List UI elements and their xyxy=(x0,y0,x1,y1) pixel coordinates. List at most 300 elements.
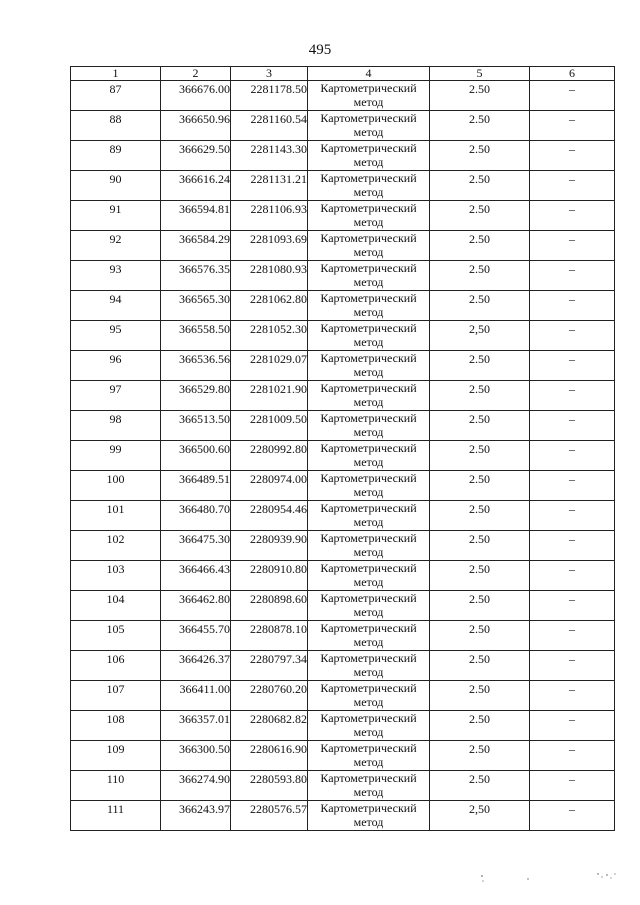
note-dash: – xyxy=(569,112,575,126)
y-coordinate-cell xyxy=(231,531,308,561)
table-row xyxy=(71,231,615,261)
method-line-2: метод xyxy=(353,815,384,829)
column-header: 4 xyxy=(308,67,430,81)
point-number: 111 xyxy=(106,802,125,816)
y-coordinate-cell xyxy=(231,621,308,651)
y-coordinate-cell xyxy=(231,201,308,231)
accuracy-cell xyxy=(430,201,530,231)
point-number: 91 xyxy=(109,202,122,216)
y-coordinate: 2281106.93 xyxy=(250,202,307,216)
method-cell xyxy=(308,111,430,141)
x-coordinate: 366462.80 xyxy=(179,592,230,606)
note-dash: – xyxy=(569,622,575,636)
x-coordinate-cell xyxy=(161,681,231,711)
accuracy-value: 2.50 xyxy=(469,742,490,756)
y-coordinate-cell xyxy=(231,261,308,291)
method-line-2: метод xyxy=(353,485,384,499)
method-line-1: Картометрический xyxy=(320,291,417,305)
x-coordinate-cell xyxy=(161,741,231,771)
y-coordinate-cell xyxy=(231,561,308,591)
x-coordinate-cell xyxy=(161,441,231,471)
method-line-1: Картометрический xyxy=(320,771,417,785)
x-coordinate: 366584.29 xyxy=(179,232,230,246)
y-coordinate-cell xyxy=(231,81,308,111)
accuracy-cell xyxy=(430,351,530,381)
accuracy-cell xyxy=(430,291,530,321)
point-number-cell xyxy=(71,531,161,561)
y-coordinate: 2280682.82 xyxy=(250,712,307,726)
y-coordinate-cell xyxy=(231,591,308,621)
x-coordinate-cell xyxy=(161,651,231,681)
accuracy-value: 2.50 xyxy=(469,442,490,456)
y-coordinate-cell xyxy=(231,231,308,261)
accuracy-value: 2,50 xyxy=(469,322,490,336)
accuracy-cell xyxy=(430,441,530,471)
method-line-1: Картометрический xyxy=(320,531,417,545)
accuracy-cell xyxy=(430,111,530,141)
table-row xyxy=(71,471,615,501)
method-cell xyxy=(308,681,430,711)
y-coordinate-cell xyxy=(231,501,308,531)
method-cell xyxy=(308,741,430,771)
note-cell xyxy=(530,411,615,441)
note-cell xyxy=(530,591,615,621)
point-number-cell xyxy=(71,171,161,201)
table-row xyxy=(71,321,615,351)
point-number-cell xyxy=(71,741,161,771)
method-line-1: Картометрический xyxy=(320,201,417,215)
x-coordinate-cell xyxy=(161,771,231,801)
note-dash: – xyxy=(569,532,575,546)
x-coordinate: 366357.01 xyxy=(179,712,230,726)
table-row xyxy=(71,141,615,171)
accuracy-value: 2.50 xyxy=(469,202,490,216)
x-coordinate: 366513.50 xyxy=(179,412,230,426)
table-row xyxy=(71,171,615,201)
x-coordinate-cell xyxy=(161,471,231,501)
note-cell xyxy=(530,231,615,261)
point-number-cell xyxy=(71,201,161,231)
point-number: 102 xyxy=(106,532,125,546)
method-line-2: метод xyxy=(353,125,384,139)
note-dash: – xyxy=(569,592,575,606)
accuracy-value: 2.50 xyxy=(469,622,490,636)
method-cell xyxy=(308,501,430,531)
scan-specks xyxy=(470,868,620,888)
x-coordinate: 366529.80 xyxy=(179,382,230,396)
x-coordinate-cell xyxy=(161,381,231,411)
note-dash: – xyxy=(569,172,575,186)
table-row xyxy=(71,711,615,741)
y-coordinate: 2281093.69 xyxy=(250,232,307,246)
y-coordinate: 2280593.80 xyxy=(250,772,307,786)
method-line-1: Картометрический xyxy=(320,141,417,155)
y-coordinate: 2281131.21 xyxy=(250,172,307,186)
y-coordinate-cell xyxy=(231,471,308,501)
point-number-cell xyxy=(71,81,161,111)
x-coordinate: 366576.35 xyxy=(179,262,230,276)
x-coordinate: 366243.97 xyxy=(179,802,230,816)
y-coordinate: 2281021.90 xyxy=(250,382,307,396)
method-line-2: метод xyxy=(353,545,384,559)
method-line-1: Картометрический xyxy=(320,801,417,815)
table-row xyxy=(71,201,615,231)
y-coordinate: 2281178.50 xyxy=(250,82,307,96)
point-number: 107 xyxy=(106,682,125,696)
x-coordinate: 366565.30 xyxy=(179,292,230,306)
accuracy-value: 2.50 xyxy=(469,112,490,126)
y-coordinate: 2280898.60 xyxy=(250,592,307,606)
y-coordinate-cell xyxy=(231,351,308,381)
y-coordinate-cell xyxy=(231,141,308,171)
x-coordinate-cell xyxy=(161,621,231,651)
table-header-row xyxy=(71,67,615,81)
accuracy-cell xyxy=(430,231,530,261)
method-line-2: метод xyxy=(353,665,384,679)
accuracy-value: 2.50 xyxy=(469,82,490,96)
x-coordinate-cell xyxy=(161,291,231,321)
point-number-cell xyxy=(71,801,161,831)
accuracy-value: 2.50 xyxy=(469,412,490,426)
method-cell xyxy=(308,351,430,381)
note-cell xyxy=(530,141,615,171)
x-coordinate: 366500.60 xyxy=(179,442,230,456)
x-coordinate: 366475.30 xyxy=(179,532,230,546)
accuracy-cell xyxy=(430,651,530,681)
note-cell xyxy=(530,561,615,591)
method-cell xyxy=(308,651,430,681)
point-number: 99 xyxy=(109,442,122,456)
point-number-cell xyxy=(71,381,161,411)
coordinates-table xyxy=(70,66,615,831)
note-cell xyxy=(530,711,615,741)
x-coordinate: 366536.56 xyxy=(179,352,230,366)
x-coordinate: 366489.51 xyxy=(179,472,230,486)
method-line-2: метод xyxy=(353,695,384,709)
y-coordinate-cell xyxy=(231,291,308,321)
method-line-2: метод xyxy=(353,365,384,379)
method-line-2: метод xyxy=(353,215,384,229)
method-cell xyxy=(308,411,430,441)
method-line-2: метод xyxy=(353,725,384,739)
accuracy-cell xyxy=(430,621,530,651)
point-number-cell xyxy=(71,591,161,621)
method-line-1: Картометрический xyxy=(320,561,417,575)
method-line-2: метод xyxy=(353,335,384,349)
point-number-cell xyxy=(71,111,161,141)
table-row xyxy=(71,591,615,621)
accuracy-cell xyxy=(430,501,530,531)
point-number-cell xyxy=(71,411,161,441)
method-line-1: Картометрический xyxy=(320,681,417,695)
note-cell xyxy=(530,351,615,381)
accuracy-value: 2.50 xyxy=(469,682,490,696)
accuracy-value: 2.50 xyxy=(469,292,490,306)
point-number: 96 xyxy=(109,352,122,366)
column-header: 2 xyxy=(161,67,231,81)
y-coordinate-cell xyxy=(231,171,308,201)
accuracy-cell xyxy=(430,381,530,411)
method-cell xyxy=(308,321,430,351)
point-number-cell xyxy=(71,621,161,651)
y-coordinate: 2280760.20 xyxy=(250,682,307,696)
point-number-cell xyxy=(71,231,161,261)
y-coordinate: 2280576.57 xyxy=(250,802,307,816)
point-number-cell xyxy=(71,771,161,801)
method-line-1: Картометрический xyxy=(320,741,417,755)
accuracy-cell xyxy=(430,681,530,711)
note-cell xyxy=(530,81,615,111)
note-cell xyxy=(530,621,615,651)
point-number-cell xyxy=(71,711,161,741)
note-dash: – xyxy=(569,292,575,306)
method-line-1: Картометрический xyxy=(320,651,417,665)
x-coordinate-cell xyxy=(161,141,231,171)
y-coordinate: 2281052.30 xyxy=(250,322,307,336)
table-row xyxy=(71,291,615,321)
method-line-1: Картометрический xyxy=(320,411,417,425)
point-number: 106 xyxy=(106,652,125,666)
note-cell xyxy=(530,801,615,831)
method-cell xyxy=(308,531,430,561)
accuracy-cell xyxy=(430,531,530,561)
note-cell xyxy=(530,321,615,351)
y-coordinate-cell xyxy=(231,321,308,351)
note-cell xyxy=(530,261,615,291)
method-line-2: метод xyxy=(353,455,384,469)
x-coordinate: 366650.96 xyxy=(179,112,230,126)
table-row xyxy=(71,381,615,411)
method-line-1: Картометрический xyxy=(320,591,417,605)
accuracy-cell xyxy=(430,321,530,351)
note-dash: – xyxy=(569,142,575,156)
y-coordinate: 2280954.46 xyxy=(250,502,307,516)
table-row xyxy=(71,111,615,141)
x-coordinate-cell xyxy=(161,711,231,741)
accuracy-value: 2.50 xyxy=(469,652,490,666)
point-number: 92 xyxy=(109,232,122,246)
table-row xyxy=(71,621,615,651)
y-coordinate-cell xyxy=(231,651,308,681)
x-coordinate: 366676.00 xyxy=(179,82,230,96)
point-number: 108 xyxy=(106,712,125,726)
note-dash: – xyxy=(569,472,575,486)
point-number-cell xyxy=(71,261,161,291)
note-cell xyxy=(530,171,615,201)
point-number-cell xyxy=(71,501,161,531)
y-coordinate: 2281062.80 xyxy=(250,292,307,306)
note-dash: – xyxy=(569,202,575,216)
accuracy-cell xyxy=(430,261,530,291)
method-cell xyxy=(308,591,430,621)
method-cell xyxy=(308,471,430,501)
y-coordinate-cell xyxy=(231,111,308,141)
accuracy-value: 2.50 xyxy=(469,562,490,576)
table-row xyxy=(71,651,615,681)
note-dash: – xyxy=(569,562,575,576)
y-coordinate-cell xyxy=(231,381,308,411)
method-line-2: метод xyxy=(353,395,384,409)
method-line-1: Картометрический xyxy=(320,441,417,455)
y-coordinate-cell xyxy=(231,801,308,831)
point-number-cell xyxy=(71,561,161,591)
accuracy-value: 2.50 xyxy=(469,532,490,546)
y-coordinate: 2280939.90 xyxy=(250,532,307,546)
x-coordinate-cell xyxy=(161,261,231,291)
point-number: 97 xyxy=(109,382,122,396)
accuracy-cell xyxy=(430,471,530,501)
x-coordinate-cell xyxy=(161,231,231,261)
table-row xyxy=(71,411,615,441)
note-dash: – xyxy=(569,772,575,786)
method-line-2: метод xyxy=(353,275,384,289)
method-line-2: метод xyxy=(353,245,384,259)
method-cell xyxy=(308,231,430,261)
y-coordinate: 2280992.80 xyxy=(250,442,307,456)
method-line-1: Картометрический xyxy=(320,231,417,245)
note-cell xyxy=(530,531,615,561)
accuracy-value: 2.50 xyxy=(469,352,490,366)
x-coordinate-cell xyxy=(161,561,231,591)
table-row xyxy=(71,561,615,591)
accuracy-cell xyxy=(430,771,530,801)
accuracy-cell xyxy=(430,711,530,741)
method-line-2: метод xyxy=(353,155,384,169)
table-row xyxy=(71,741,615,771)
accuracy-value: 2.50 xyxy=(469,712,490,726)
method-cell xyxy=(308,171,430,201)
point-number-cell xyxy=(71,681,161,711)
table-row xyxy=(71,801,615,831)
note-cell xyxy=(530,471,615,501)
table-row xyxy=(71,531,615,561)
note-cell xyxy=(530,681,615,711)
method-line-2: метод xyxy=(353,515,384,529)
method-line-1: Картометрический xyxy=(320,471,417,485)
column-header: 1 xyxy=(71,67,161,81)
note-dash: – xyxy=(569,82,575,96)
method-line-2: метод xyxy=(353,785,384,799)
x-coordinate: 366466.43 xyxy=(179,562,230,576)
method-line-2: метод xyxy=(353,755,384,769)
method-cell xyxy=(308,261,430,291)
note-cell xyxy=(530,441,615,471)
point-number: 95 xyxy=(109,322,122,336)
column-header: 5 xyxy=(430,67,530,81)
point-number: 110 xyxy=(106,772,125,786)
point-number: 105 xyxy=(106,622,125,636)
method-cell xyxy=(308,201,430,231)
x-coordinate: 366455.70 xyxy=(179,622,230,636)
y-coordinate-cell xyxy=(231,741,308,771)
x-coordinate-cell xyxy=(161,411,231,441)
table-row xyxy=(71,81,615,111)
method-line-1: Картометрический xyxy=(320,621,417,635)
x-coordinate: 366411.00 xyxy=(179,682,230,696)
x-coordinate: 366629.50 xyxy=(179,142,230,156)
method-line-1: Картометрический xyxy=(320,321,417,335)
note-dash: – xyxy=(569,802,575,816)
table-row xyxy=(71,771,615,801)
accuracy-cell xyxy=(430,411,530,441)
y-coordinate: 2280878.10 xyxy=(250,622,307,636)
point-number: 98 xyxy=(109,412,122,426)
y-coordinate-cell xyxy=(231,411,308,441)
accuracy-value: 2.50 xyxy=(469,472,490,486)
point-number-cell xyxy=(71,351,161,381)
note-cell xyxy=(530,111,615,141)
table-row xyxy=(71,351,615,381)
accuracy-cell xyxy=(430,141,530,171)
method-line-2: метод xyxy=(353,605,384,619)
note-cell xyxy=(530,291,615,321)
accuracy-value: 2.50 xyxy=(469,382,490,396)
point-number-cell xyxy=(71,471,161,501)
note-cell xyxy=(530,381,615,411)
accuracy-value: 2.50 xyxy=(469,772,490,786)
x-coordinate-cell xyxy=(161,81,231,111)
note-cell xyxy=(530,201,615,231)
x-coordinate: 366274.90 xyxy=(179,772,230,786)
x-coordinate-cell xyxy=(161,531,231,561)
accuracy-cell xyxy=(430,561,530,591)
note-cell xyxy=(530,651,615,681)
x-coordinate: 366300.50 xyxy=(179,742,230,756)
method-cell xyxy=(308,621,430,651)
x-coordinate-cell xyxy=(161,351,231,381)
accuracy-cell xyxy=(430,171,530,201)
note-dash: – xyxy=(569,232,575,246)
x-coordinate-cell xyxy=(161,801,231,831)
method-line-1: Картометрический xyxy=(320,711,417,725)
method-cell xyxy=(308,141,430,171)
accuracy-cell xyxy=(430,741,530,771)
accuracy-value: 2.50 xyxy=(469,262,490,276)
y-coordinate-cell xyxy=(231,711,308,741)
accuracy-cell xyxy=(430,801,530,831)
note-cell xyxy=(530,771,615,801)
note-cell xyxy=(530,501,615,531)
point-number: 89 xyxy=(109,142,122,156)
note-cell xyxy=(530,741,615,771)
point-number: 104 xyxy=(106,592,125,606)
method-line-2: метод xyxy=(353,635,384,649)
method-cell xyxy=(308,381,430,411)
point-number-cell xyxy=(71,321,161,351)
y-coordinate-cell xyxy=(231,771,308,801)
note-dash: – xyxy=(569,322,575,336)
point-number: 109 xyxy=(106,742,125,756)
method-cell xyxy=(308,711,430,741)
point-number-cell xyxy=(71,441,161,471)
method-cell xyxy=(308,561,430,591)
note-dash: – xyxy=(569,442,575,456)
x-coordinate-cell xyxy=(161,591,231,621)
note-dash: – xyxy=(569,502,575,516)
y-coordinate: 2280974.00 xyxy=(250,472,307,486)
method-line-1: Картометрический xyxy=(320,81,417,95)
y-coordinate: 2281029.07 xyxy=(250,352,307,366)
y-coordinate: 2280910.80 xyxy=(250,562,307,576)
method-cell xyxy=(308,801,430,831)
page-number: 495 xyxy=(308,42,332,58)
column-header: 3 xyxy=(231,67,308,81)
column-header: 6 xyxy=(530,67,615,81)
method-line-1: Картометрический xyxy=(320,111,417,125)
method-cell xyxy=(308,771,430,801)
x-coordinate: 366616.24 xyxy=(179,172,230,186)
method-cell xyxy=(308,291,430,321)
